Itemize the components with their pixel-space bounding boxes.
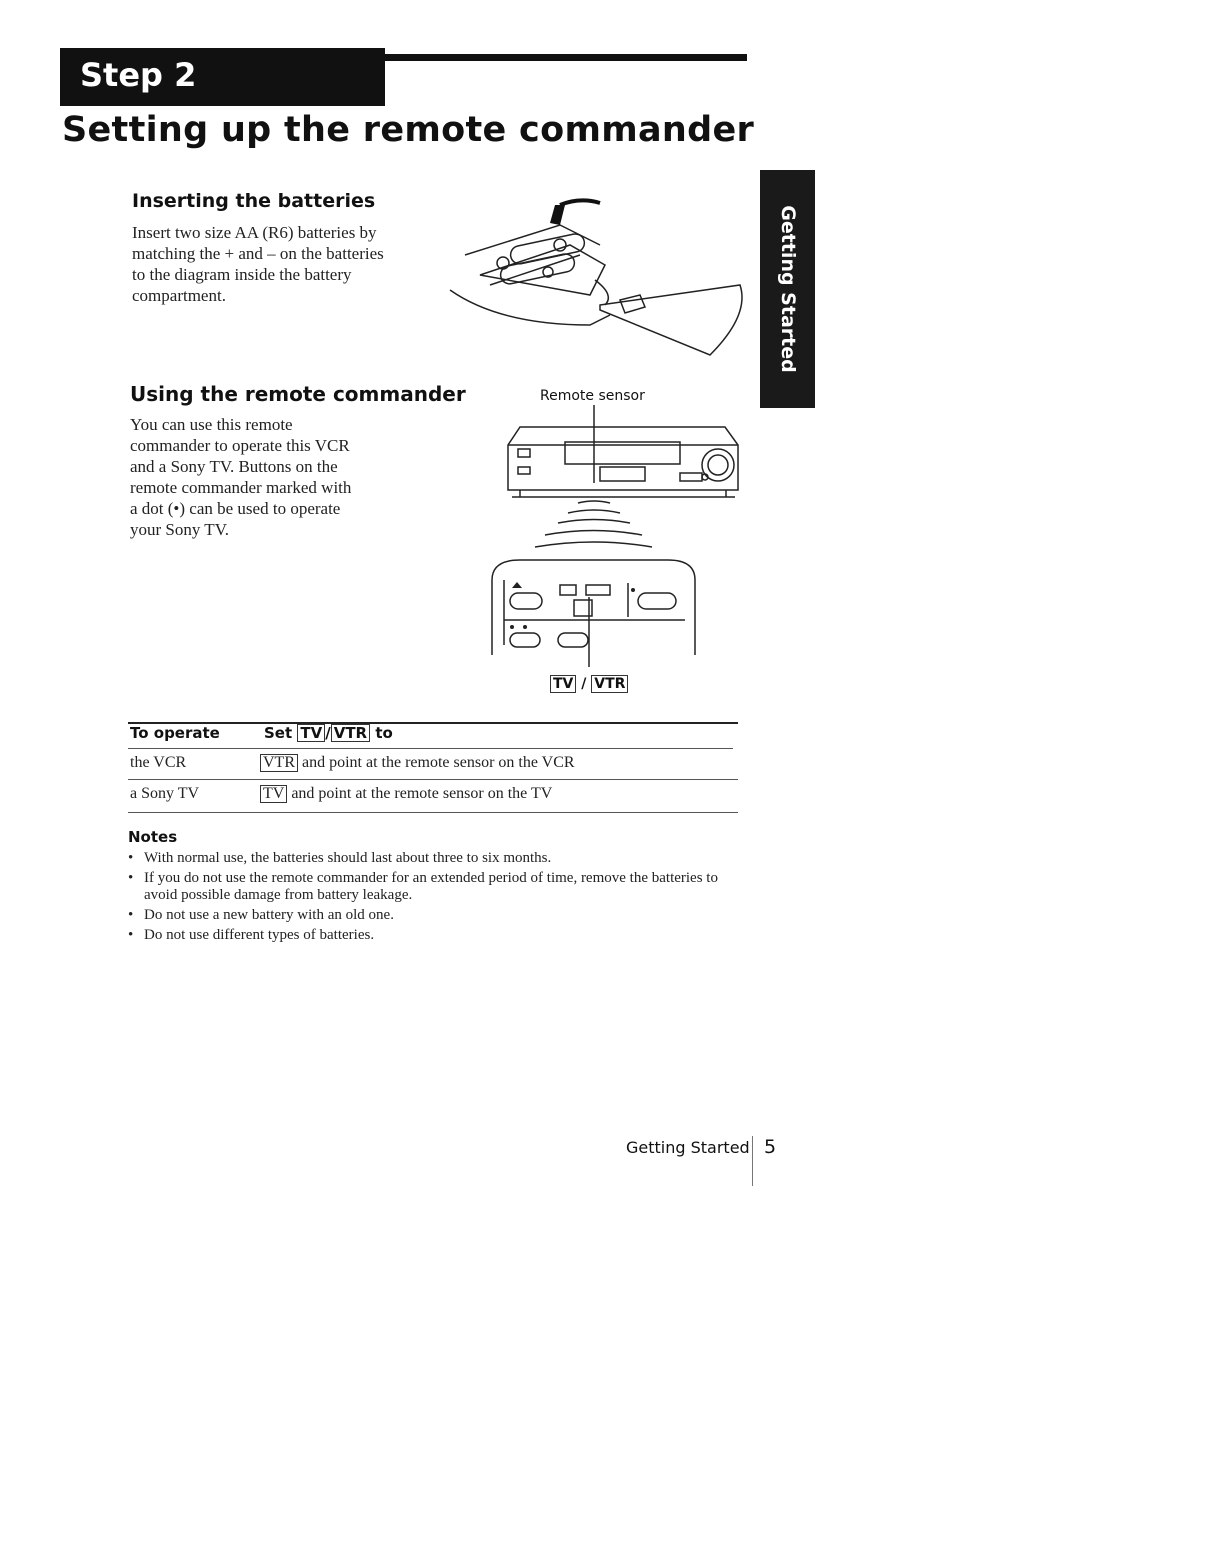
note-item: • Do not use different types of batteries. xyxy=(128,927,728,944)
tv-key: TV xyxy=(260,785,287,803)
using-line: You can use this remote xyxy=(130,415,293,434)
vtr-key: VTR xyxy=(260,754,298,772)
tv-vtr-switch-label xyxy=(550,675,628,693)
using-line: a dot (•) can be used to operate xyxy=(130,499,341,518)
using-line: commander to operate this VCR xyxy=(130,436,350,455)
table-cell-target: the VCR xyxy=(130,754,187,771)
vcr-remote-illustration xyxy=(490,405,750,670)
table-cell-instruction: and point at the remote sensor on the TV xyxy=(291,785,553,802)
notes-heading: Notes xyxy=(128,828,178,846)
table-header-set xyxy=(264,724,393,742)
table-rule xyxy=(128,779,738,780)
tv-key: TV xyxy=(550,675,576,693)
vtr-key: VTR xyxy=(591,675,628,693)
page-number: 5 xyxy=(764,1136,777,1158)
side-tab-label: Getting Started xyxy=(776,205,799,373)
remote-sensor-label: Remote sensor xyxy=(540,388,645,404)
batteries-line: matching the + and – on the batteries xyxy=(132,244,384,263)
to-text: to xyxy=(375,724,393,742)
vtr-key: VTR xyxy=(331,724,370,742)
table-row xyxy=(260,785,552,803)
battery-compartment-illustration xyxy=(440,195,750,365)
set-text: Set xyxy=(264,724,293,742)
batteries-line: Insert two size AA (R6) batteries by xyxy=(132,223,377,242)
table-cell-target: a Sony TV xyxy=(130,785,200,802)
page-title: Setting up the remote commander xyxy=(62,110,755,150)
switch-slash: / xyxy=(325,724,331,742)
side-tab xyxy=(760,170,815,408)
notes-list xyxy=(128,850,728,947)
note-item: • Do not use a new battery with an old one. xyxy=(128,907,728,924)
note-item: • With normal use, the batteries should last about three to six months. xyxy=(128,850,728,867)
tv-key: TV xyxy=(297,724,325,742)
batteries-text xyxy=(132,222,384,306)
footer-section-label: Getting Started xyxy=(626,1138,750,1157)
batteries-line: to the diagram inside the battery xyxy=(132,265,352,284)
table-rule xyxy=(128,748,733,749)
batteries-line: compartment. xyxy=(132,286,226,305)
batteries-heading: Inserting the batteries xyxy=(132,190,376,212)
table-row xyxy=(260,754,575,772)
footer-separator xyxy=(752,1136,753,1186)
using-line: remote commander marked with xyxy=(130,478,352,497)
table-bottom-rule xyxy=(128,812,738,813)
using-text xyxy=(130,414,351,540)
header-rule xyxy=(385,54,747,61)
note-item: • If you do not use the remote commander for an extended period of time, remove the batteries to avoid possible damage from battery leakage. xyxy=(128,870,728,904)
table-cell-instruction: and point at the remote sensor on the VCR xyxy=(302,754,575,771)
using-line: and a Sony TV. Buttons on the xyxy=(130,457,338,476)
table-header-to-operate: To operate xyxy=(130,724,220,742)
using-line: your Sony TV. xyxy=(130,520,230,539)
switch-slash: / xyxy=(581,676,587,692)
step-label: Step 2 xyxy=(80,56,197,94)
using-heading: Using the remote commander xyxy=(130,382,466,406)
